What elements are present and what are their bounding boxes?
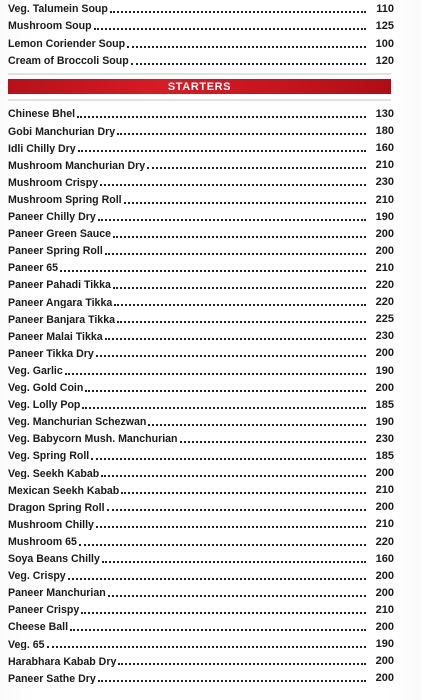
menu-item-name: Veg. Gold Coin (8, 382, 84, 394)
menu-item-name: Veg. Seekh Kabab (8, 467, 100, 480)
menu-item-price: 190 (375, 415, 394, 428)
dot-leader (60, 270, 366, 272)
menu-item (8, 411, 394, 428)
menu-item-name: Paneer Sathe Dry (8, 672, 96, 685)
menu-item-price: 190 (375, 210, 394, 223)
menu-item (8, 633, 394, 650)
dot-leader (117, 133, 366, 135)
menu-item-price: 220 (375, 279, 394, 291)
menu-item (8, 342, 394, 359)
menu-item-price: 230 (375, 176, 394, 189)
dot-leader (47, 646, 366, 648)
menu-item-name: Veg. Garlic (8, 364, 63, 377)
menu-item-price: 225 (375, 313, 394, 326)
menu-item-price: 200 (375, 655, 394, 668)
menu-item-price: 180 (375, 125, 394, 138)
menu-item (8, 428, 394, 445)
menu-item-name: Paneer Pahadi Tikka (8, 279, 111, 291)
dot-leader (98, 680, 366, 682)
menu-item (8, 103, 394, 120)
menu-item-price: 200 (375, 501, 394, 514)
dot-leader (77, 116, 366, 118)
menu-item-name: Chinese Bhel (8, 108, 76, 120)
menu-item (8, 462, 394, 479)
menu-item (8, 15, 394, 32)
menu-item-name: Paneer Manchurian (8, 587, 106, 599)
dot-leader (118, 663, 366, 665)
menu-item (8, 206, 394, 223)
menu-item (8, 274, 394, 291)
menu-item (8, 33, 394, 50)
dot-leader (98, 219, 366, 221)
menu-item-name: Dragon Spring Roll (8, 501, 105, 514)
menu-item-price: 200 (375, 672, 394, 685)
dot-leader (96, 526, 366, 528)
menu-item-price: 185 (375, 450, 394, 462)
menu-item (8, 171, 394, 188)
menu-item-name: Lemon Coriender Soup (8, 38, 126, 50)
menu-item-price: 190 (375, 638, 394, 651)
menu-item (8, 137, 394, 154)
menu-item-name: Paneer Angara Tikka (8, 296, 113, 309)
menu-item (8, 223, 394, 240)
menu-item-name: Veg. Manchurian Schezwan (8, 416, 147, 428)
menu-item-price: 210 (375, 603, 394, 616)
menu-item (8, 120, 394, 137)
menu-item-price: 210 (375, 193, 394, 206)
menu-item-price: 100 (375, 38, 394, 50)
menu-item-name: Gobi Manchurian Dry (8, 125, 116, 138)
menu-item (8, 548, 394, 565)
menu-item-name: Cream of Broccoli Soup (8, 55, 129, 67)
section-divider (8, 99, 391, 101)
dot-leader (91, 458, 366, 460)
menu-item-price: 200 (375, 467, 394, 480)
dot-leader (96, 355, 366, 357)
menu-item-price: 120 (375, 55, 394, 67)
menu-item-name: Paneer 65 (8, 262, 59, 274)
menu-item-name: Mushroom 65 (8, 535, 77, 548)
menu-item (8, 479, 394, 496)
dot-leader (108, 595, 366, 597)
menu-item (8, 565, 394, 582)
menu-item-price: 110 (376, 3, 394, 15)
menu-item-name: Mexican Seekh Kabab (8, 484, 120, 497)
dot-leader (94, 28, 366, 30)
menu-item (8, 325, 394, 342)
menu-item-price: 125 (375, 20, 394, 32)
menu-item (8, 50, 394, 67)
menu-item-price: 230 (375, 330, 394, 343)
menu-item-name: Mushroom Soup (8, 20, 92, 32)
dot-leader (148, 424, 366, 426)
menu-item (8, 240, 394, 257)
menu-item-name: Idli Chilly Dry (8, 142, 76, 155)
dot-leader (124, 202, 366, 204)
menu-item (8, 257, 394, 274)
menu-item-price: 160 (375, 142, 394, 155)
menu-item (8, 513, 394, 530)
menu-item-price: 185 (375, 398, 394, 411)
menu-item (8, 360, 394, 377)
menu-item-name: Veg. Talumein Soup (8, 3, 108, 15)
menu-item-price: 200 (375, 569, 394, 582)
menu-item (8, 308, 394, 325)
menu-item-name: Veg. Babycorn Mush. Manchurian (8, 433, 178, 445)
menu-item-price: 160 (375, 552, 394, 565)
dot-leader (101, 475, 366, 477)
menu-item-name: Mushroom Chilly (8, 518, 94, 531)
menu-item-price: 230 (375, 432, 394, 445)
dot-leader (131, 63, 366, 65)
menu-item-price: 220 (375, 296, 394, 309)
menu-item-price: 190 (375, 364, 394, 377)
menu-item-name: Mushroom Spring Roll (8, 193, 122, 206)
dot-leader (107, 509, 366, 511)
dot-leader (70, 629, 366, 631)
menu-item (8, 531, 394, 548)
menu-item-name: Soya Beans Chilly (8, 553, 100, 565)
menu-item-price: 210 (375, 159, 394, 172)
menu-item (8, 189, 394, 206)
menu-item (8, 582, 394, 599)
menu-item-name: Paneer Banjara Tikka (8, 313, 115, 326)
menu-item-price: 200 (375, 227, 394, 240)
menu-item (8, 394, 394, 411)
section-title: STARTERS (167, 80, 232, 93)
section-header (8, 79, 391, 94)
menu-item-name: Veg. Lolly Pop (8, 399, 81, 411)
dot-leader (102, 561, 366, 563)
dot-leader (180, 441, 366, 443)
menu-item-name: Paneer Spring Roll (8, 245, 103, 257)
menu-item-price: 210 (375, 484, 394, 497)
dot-leader (82, 407, 366, 409)
dot-leader (113, 287, 366, 289)
dot-leader (113, 236, 366, 238)
dot-leader (105, 253, 366, 255)
dot-leader (105, 338, 366, 340)
dot-leader (100, 184, 366, 186)
dot-leader (127, 46, 366, 48)
dot-leader (68, 578, 366, 580)
menu-item-name: Paneer Crispy (8, 604, 80, 616)
dot-leader (81, 612, 366, 614)
menu-item (8, 599, 394, 616)
menu-item-price: 200 (375, 586, 394, 599)
menu-item (8, 496, 394, 513)
dot-leader (65, 373, 366, 375)
menu-item-name: Veg. Spring Roll (8, 450, 90, 462)
menu-item-name: Mushroom Manchurian Dry (8, 159, 146, 172)
menu-item-price: 220 (375, 535, 394, 548)
menu-item-name: Paneer Tikka Dry (8, 347, 94, 360)
menu-item (8, 154, 394, 171)
dot-leader (147, 167, 366, 169)
menu-item-price: 130 (375, 108, 394, 120)
menu-item-name: Cheese Ball (8, 621, 69, 633)
menu-item (8, 667, 394, 684)
dot-leader (114, 304, 366, 306)
menu-item-price: 200 (375, 244, 394, 257)
section-divider (8, 73, 391, 75)
menu-item-name: Veg. 65 (8, 638, 45, 651)
menu-item (8, 616, 394, 633)
menu-item-price: 200 (375, 347, 394, 360)
menu-item-price: 210 (375, 518, 394, 531)
menu-item-name: Paneer Malai Tikka (8, 330, 103, 343)
menu-item-name: Harabhara Kabab Dry (8, 655, 117, 668)
menu-item-name: Paneer Chilly Dry (8, 211, 96, 223)
menu-item-price: 200 (375, 621, 394, 633)
menu-item-name: Mushroom Crispy (8, 176, 99, 189)
menu-item (8, 0, 394, 15)
menu-item (8, 650, 394, 667)
dot-leader (110, 11, 366, 13)
menu-item-price: 210 (375, 261, 394, 274)
menu-item-name: Veg. Crispy (8, 570, 66, 582)
dot-leader (79, 544, 366, 546)
menu-item (8, 445, 394, 462)
menu-item (8, 377, 394, 394)
dot-leader (78, 150, 366, 152)
menu-item-price: 200 (375, 381, 394, 394)
menu-item-name: Paneer Green Sauce (8, 228, 112, 240)
dot-leader (117, 321, 366, 323)
dot-leader (85, 390, 366, 392)
dot-leader (121, 492, 366, 494)
menu-item (8, 291, 394, 308)
